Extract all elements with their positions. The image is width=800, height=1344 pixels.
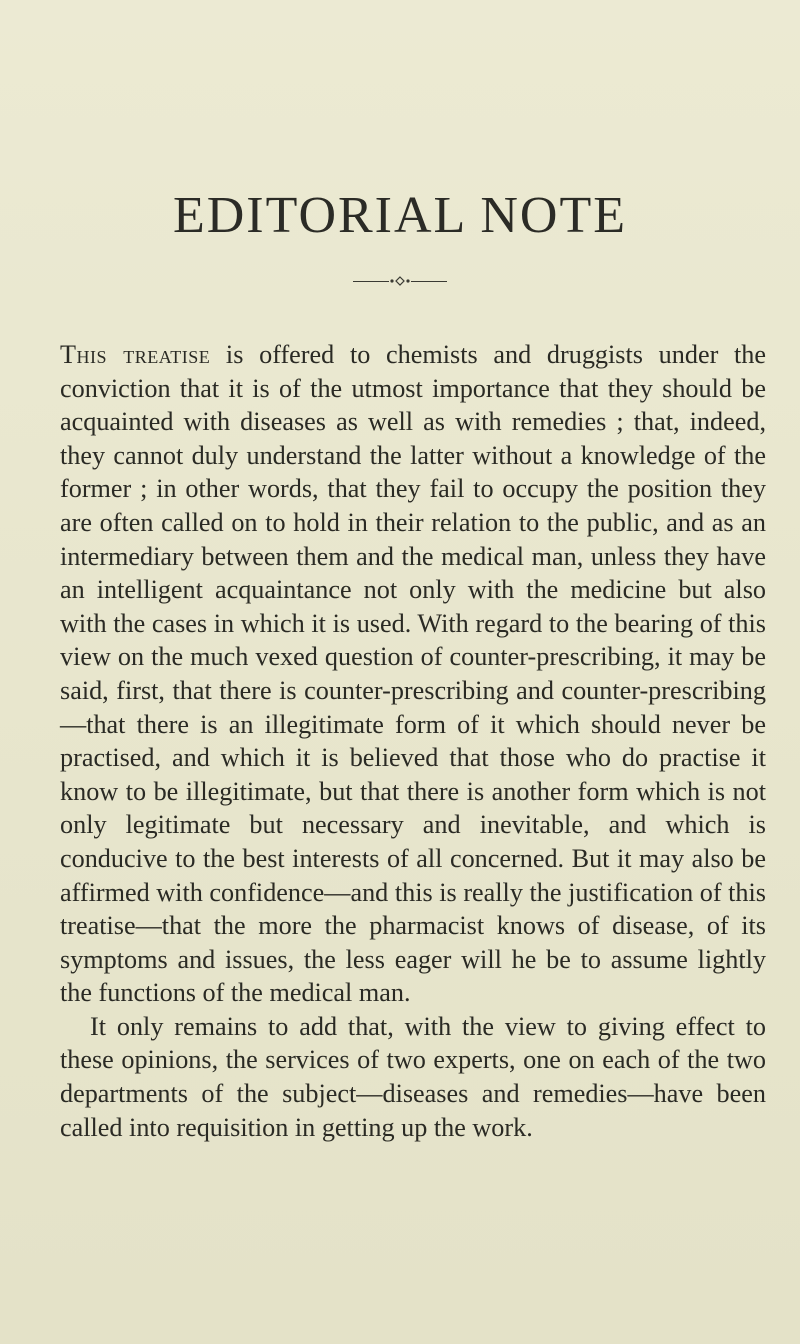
paragraph-1-text: is offered to chemists and druggists under the conviction that it is of the utmost importance that they should be acquainted with diseases as well as with remedies ; that, indeed, they cannot duly understand the latter without a knowledge of the former ; in other words, that they fail to occupy the position they are often called on to hold in their relation to the public, and as an intermediary between them and the medical man, unless they have an intelligent acquaintance not only with the medicine but also with the cases in which it is used. With regard to the bearing of this view on the much vexed question of counter-prescribing, it may be said, first, that there is counter-prescribing and counter-prescribing—that there is an illegitimate form of it which should never be practised, and which it is believed that those who do practise it know to be illegitimate, but that there is another form which is not only legitimate but necessary and inevitable, and which is conducive to the best interests of all concerned. But it may also be affirmed with confidence—and this is really the justification of this treatise—that the more the pharmacist knows of disease, of its symptoms and issues, the less eager will he be to assume lightly the functions of the medical man. (60, 340, 767, 1008)
paragraph-2: It only remains to add that, with the view to giving effect to these opinions, the services of two experts, one on each of the two departments of the subject—diseases and remedies—have been called into requisition in getting up the work. (60, 1011, 766, 1142)
ornament-rule-left (353, 281, 389, 282)
rule-diamond-ornament-icon (389, 276, 411, 286)
title-ornament (353, 276, 447, 286)
paragraph-1 (60, 338, 766, 1010)
ornament-rule-right (411, 281, 447, 282)
editorial-body (60, 338, 766, 1144)
page-title: EDITORIAL NOTE (172, 187, 628, 244)
paragraph-1-lead: This treatise (60, 340, 211, 369)
